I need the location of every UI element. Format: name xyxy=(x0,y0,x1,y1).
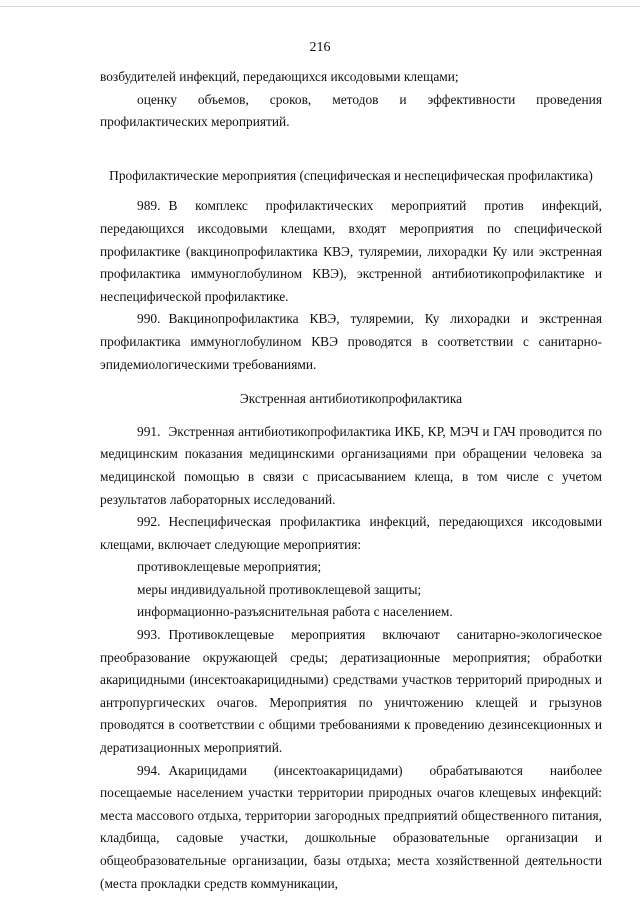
paragraph-992 xyxy=(100,511,602,556)
paragraph-number: 992. xyxy=(137,514,161,530)
paragraph-989 xyxy=(100,195,602,308)
list-item: противоклещевые мероприятия; xyxy=(137,559,322,575)
paragraph-text: Экстренная антибиотикопрофилактика ИКБ, КР, МЭЧ и ГАЧ проводится по медицинским показания медицинскими организациями при обращении человека за медицинской помощью в связи с присасыванием клеща, в том числе с учетом результатов лабораторных исследований. xyxy=(100,423,602,507)
paragraph-number: 993. xyxy=(137,627,161,643)
paragraph-text: В комплекс профилактических мероприятий против инфекций, передающихся иксодовыми клещами, входят мероприятия по специфической профилактике (вакцинопрофилактика КВЭ, туляремии, лихорадки Ку или экстренная профилактика иммуноглобулином КВЭ), экстренной антибиотикопрофилактике и неспецифической профилактике. xyxy=(100,198,602,304)
list-item: информационно-разъяснительная работа с населением. xyxy=(137,604,453,620)
paragraph-number: 989. xyxy=(137,198,161,214)
paragraph-990 xyxy=(100,308,602,376)
top-edge-line xyxy=(0,6,640,7)
section-heading-prevention: Профилактические мероприятия (специфическая и неспецифическая профилактика) xyxy=(109,167,593,183)
page-content xyxy=(100,66,602,895)
section-heading-antibiotic: Экстренная антибиотикопрофилактика xyxy=(239,391,463,407)
paragraph-991 xyxy=(100,421,602,511)
paragraph-text: Акарицидами (инсектоакарицидами) обрабатываются наиболее посещаемые населением участки территории природных очагов клещевых инфекций: места массового отдыха, территории загородных предприятий общественного питания, кладбища, садовые участки, дошкольные образовательные организации и общеобразовательные организации, базы отдыха; места хозяйственной деятельности (места прокладки средств коммуникации, xyxy=(100,762,602,891)
continuation-assessment: оценку объемов, сроков, методов и эффективности проведения профилактических мероприятий. xyxy=(100,91,602,130)
paragraph-number: 994. xyxy=(137,762,161,778)
paragraph-993 xyxy=(100,624,602,760)
paragraph-number: 990. xyxy=(137,311,161,327)
paragraph-text: Вакцинопрофилактика КВЭ, туляремии, Ку лихорадки и экстренная профилактика иммуноглобулином КВЭ проводятся в соответствии с санитарно-эпидемиологическими требованиями. xyxy=(100,311,602,372)
paragraph-994 xyxy=(100,760,602,896)
continuation-line: возбудителей инфекций, передающихся иксодовыми клещами; xyxy=(100,69,459,84)
paragraph-text: Неспецифическая профилактика инфекций, передающихся иксодовыми клещами, включает следующие мероприятия: xyxy=(100,514,602,552)
paragraph-number: 991. xyxy=(137,423,161,439)
page-number: 216 xyxy=(309,40,331,55)
paragraph-text: Противоклещевые мероприятия включают санитарно-экологическое преобразование окружающей среды; дератизационные мероприятия; обработки акарицидными (инсектоакарицидными) средствами участков территорий природных и антропургических очагов. Мероприятия по уничтожению клещей и грызунов проводятся в соответствии с общими требованиями к проведению дезинсекционных и дератизационных мероприятий. xyxy=(100,627,602,756)
list-item: меры индивидуальной противоклещевой защиты; xyxy=(137,581,422,597)
